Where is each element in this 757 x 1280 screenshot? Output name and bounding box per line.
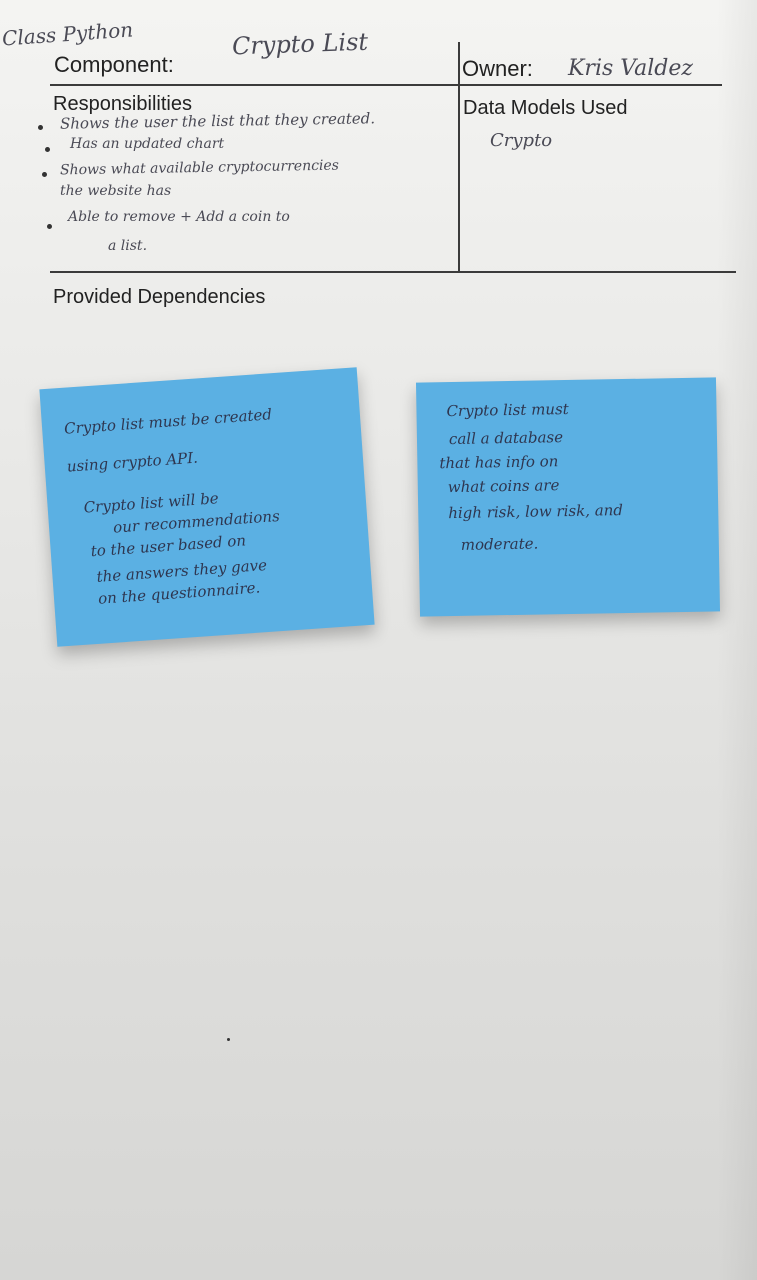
bullet xyxy=(47,224,52,229)
pen-mark xyxy=(227,1038,230,1041)
sticky-note-line: the answers they gave xyxy=(95,555,268,586)
responsibility-line: Shows what available cryptocurrencies xyxy=(59,157,340,179)
component-label: Component: xyxy=(54,52,174,77)
sticky-note-line: Crypto list must xyxy=(446,399,569,421)
paper-shadow xyxy=(717,0,757,1280)
owner-value: Kris Valdez xyxy=(568,56,693,81)
sticky-note xyxy=(39,367,374,647)
column-divider xyxy=(458,42,460,272)
sticky-note-line: that has info on xyxy=(439,452,559,473)
header-divider xyxy=(50,84,722,86)
component-value: Crypto List xyxy=(231,27,369,61)
class-note: Class Python xyxy=(1,17,134,51)
responsibility-line: Able to remove + Add a coin to xyxy=(68,209,290,225)
bullet xyxy=(45,147,50,152)
sticky-note-line: high risk, low risk, and xyxy=(448,501,624,523)
sticky-note-line: using crypto API. xyxy=(66,448,199,476)
sticky-note-line: to the user based on xyxy=(90,531,247,561)
sticky-note-line: call a database xyxy=(448,428,564,449)
responsibility-line: a list. xyxy=(108,238,148,254)
owner-label: Owner: xyxy=(462,56,533,81)
dependencies-label: Provided Dependencies xyxy=(53,286,266,308)
sticky-note-line: on the questionnaire. xyxy=(97,578,261,608)
bullet xyxy=(42,172,47,177)
bullet xyxy=(38,125,43,130)
data-models-label: Data Models Used xyxy=(463,97,628,119)
sticky-note-line: our recommendations xyxy=(112,506,281,537)
responsibility-line: the website has xyxy=(60,183,172,199)
responsibility-line: Shows the user the list that they created. xyxy=(59,109,376,133)
responsibilities-label: Responsibilities xyxy=(53,93,192,115)
sticky-note-line: what coins are xyxy=(447,476,560,497)
responsibility-line: Has an updated chart xyxy=(70,136,225,152)
body-divider xyxy=(50,271,736,273)
sticky-note xyxy=(416,377,720,616)
sticky-note-line: Crypto list must be created xyxy=(63,405,273,438)
sticky-note-line: moderate. xyxy=(460,534,539,554)
data-models-value: Crypto xyxy=(490,130,553,151)
sticky-note-line: Crypto list will be xyxy=(83,489,220,517)
